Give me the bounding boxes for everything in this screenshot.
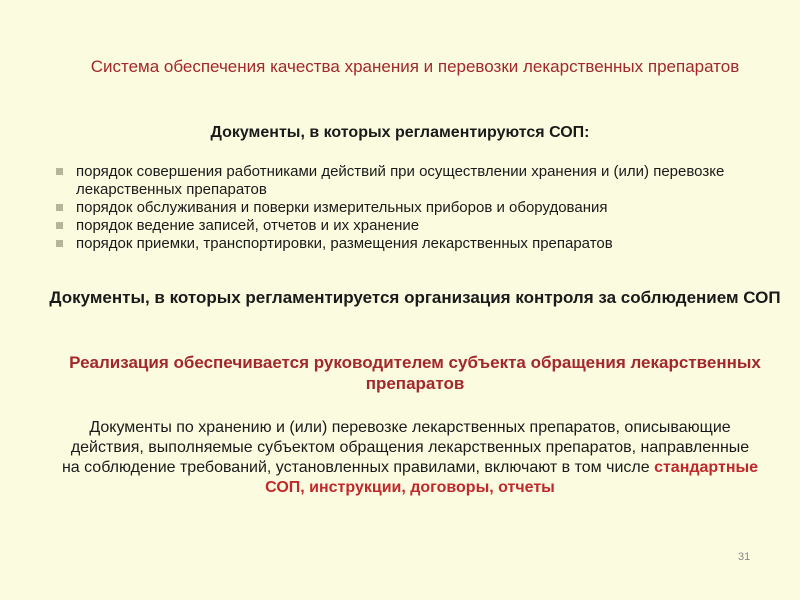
sop-documents-heading: Документы, в которых регламентируются СОП: [210, 124, 590, 141]
square-bullet-icon [56, 204, 63, 211]
storage-documents-paragraph: Документы по хранению и (или) перевозке лекарственных препаратов, описывающие действия, выполняемые субъектом обращения лекарственных препаратов, направленные на соблюдение требований, установленных правилами, включают в том числе стандартные СОП, инструкции, договоры, отчеты [61, 419, 759, 496]
list-item: порядок ведение записей, отчетов и их хранение [56, 217, 746, 235]
square-bullet-icon [56, 240, 63, 247]
sop-bullet-list [56, 163, 746, 253]
list-item: порядок совершения работниками действий при осуществлении хранения и (или) перевозке лекарственных препаратов [56, 163, 746, 199]
list-item: порядок приемки, транспортировки, размещения лекарственных препаратов [56, 235, 746, 253]
square-bullet-icon [56, 222, 63, 229]
list-item: порядок обслуживания и поверки измерительных приборов и оборудования [56, 199, 746, 217]
slide-title: Система обеспечения качества хранения и перевозки лекарственных препаратов [90, 57, 740, 76]
square-bullet-icon [56, 168, 63, 175]
page-number: 31 [738, 551, 751, 563]
highlighted-documents: стандартные СОП, инструкции, договоры, отчеты [265, 459, 759, 496]
control-documents-heading: Документы, в которых регламентируется организация контроля за соблюдением СОП [49, 288, 781, 307]
realization-heading: Реализация обеспечивается руководителем субъекта обращения лекарственных препаратов [69, 353, 761, 393]
